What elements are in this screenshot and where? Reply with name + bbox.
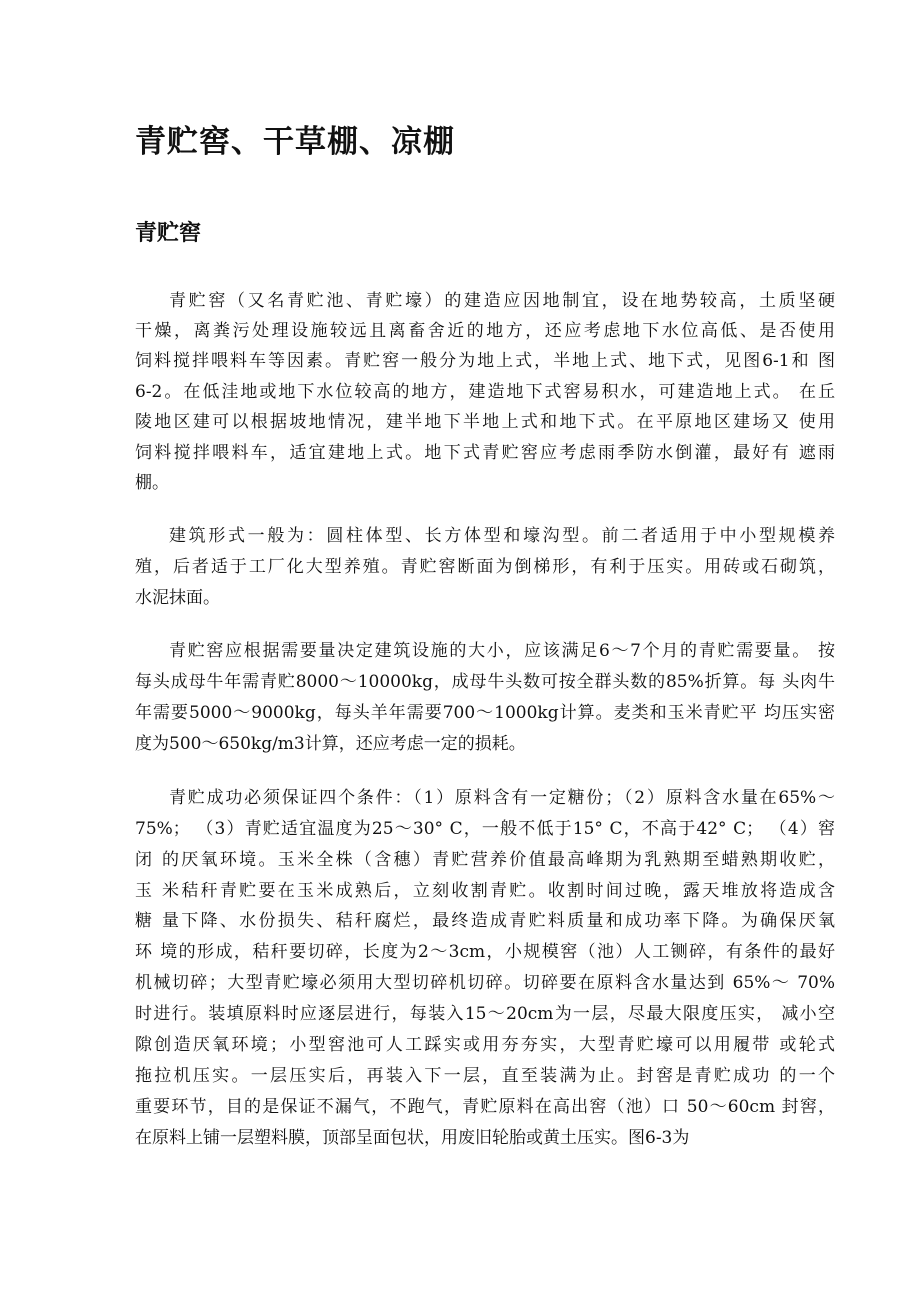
paragraph-4-line-10: 拖拉机压实。一层压实后，再装入下一层，直至装满为止。封窖是青贮成功 的一个 <box>135 1066 835 1086</box>
document-title: 青贮窖、干草棚、凉棚 <box>135 124 455 160</box>
paragraph-4-line-6: 环 境的形成，秸秆要切碎，长度为2〜3cm，小规模窖（池）人工铡碎，有条件的最好 <box>135 942 835 962</box>
paragraph-4-line-9: 隙创造厌氧环境；小型窖池可人工踩实或用夯夯实，大型青贮壕可以用履带 或轮式 <box>135 1035 835 1055</box>
paragraph-4-line-3: 闭 的厌氧环境。玉米全株（含穗）青贮营养价值最高峰期为乳熟期至蜡熟期收贮， <box>135 850 835 870</box>
paragraph-1-line-5: 陵地区建可以根据坡地情况，建半地下半地上式和地下式。在平原地区建场又 使用 <box>135 412 835 432</box>
paragraph-1-line-4: 6-2。在低洼地或地下水位较高的地方，建造地下式窖易积水，可建造地上式。 在丘 <box>135 382 835 402</box>
paragraph-1-line-1: 青贮窖（又名青贮池、青贮壕）的建造应因地制宜，设在地势较高，土质坚硬 <box>169 291 835 311</box>
paragraph-3-line-2: 每头成母牛年需青贮8000〜10000kg，成母牛头数可按全群头数的85%折算。每 头肉牛 <box>135 672 835 692</box>
paragraph-1-line-6: 饲料搅拌喂料车，适宜建地上式。地下式青贮窖应考虑雨季防水倒灌，最好有 遮雨 <box>135 443 835 463</box>
paragraph-4-line-12: 在原料上铺一层塑料膜，顶部呈面包状，用废旧轮胎或黄土压实。图6-3为 <box>135 1128 690 1148</box>
paragraph-1-line-7: 棚。 <box>135 473 169 493</box>
paragraph-3-line-4: 度为500〜650kg/m3计算，还应考虑一定的损耗。 <box>135 734 526 754</box>
paragraph-4-line-11: 重要环节，目的是保证不漏气，不跑气，青贮原料在高出窖（池）口 50〜60cm 封窖， <box>135 1097 835 1117</box>
paragraph-4-line-5: 糖 量下降、水份损失、秸秆腐烂，最终造成青贮料质量和成功率下降。为确保厌氧 <box>135 911 835 931</box>
paragraph-4-line-7: 机械切碎；大型青贮壕必须用大型切碎机切碎。切碎要在原料含水量达到 65%〜 70% <box>135 973 835 993</box>
paragraph-4-line-1: 青贮成功必须保证四个条件：（1）原料含有一定糖份；（2）原料含水量在65%〜 <box>169 788 835 808</box>
paragraph-3-line-3: 年需要5000〜9000kg，每头羊年需要700〜1000kg计算。麦类和玉米青贮平 均压实密 <box>135 703 835 723</box>
paragraph-4-line-4: 玉 米秸秆青贮要在玉米成熟后，立刻收割青贮。收割时间过晚，露天堆放将造成含 <box>135 881 835 901</box>
paragraph-4-line-2: 75%； （3）青贮适宜温度为25〜30° C，一般不低于15° C，不高于42° C； （4）窖 <box>135 819 835 839</box>
section-heading: 青贮窖 <box>135 221 202 246</box>
paragraph-1-line-2: 干燥，离粪污处理设施较远且离畜舍近的地方，还应考虑地下水位高低、是否使用 <box>135 321 835 341</box>
paragraph-2-line-1: 建筑形式一般为：圆柱体型、长方体型和壕沟型。前二者适用于中小型规模养 <box>169 526 835 546</box>
paragraph-4-line-8: 时进行。装填原料时应逐层进行，每装入15〜20cm为一层，尽最大限度压实， 减小空 <box>135 1004 835 1024</box>
paragraph-1-line-3: 饲料搅拌喂料车等因素。青贮窖一般分为地上式，半地上式、地下式，见图6-1和 图 <box>135 351 835 371</box>
paragraph-2-line-2: 殖，后者适于工厂化大型养殖。青贮窖断面为倒梯形，有利于压实。用砖或石砌筑， <box>135 557 835 577</box>
paragraph-2-line-3: 水泥抹面。 <box>135 588 220 608</box>
paragraph-3-line-1: 青贮窖应根据需要量决定建筑设施的大小，应该满足6〜7个月的青贮需要量。 按 <box>169 641 835 661</box>
